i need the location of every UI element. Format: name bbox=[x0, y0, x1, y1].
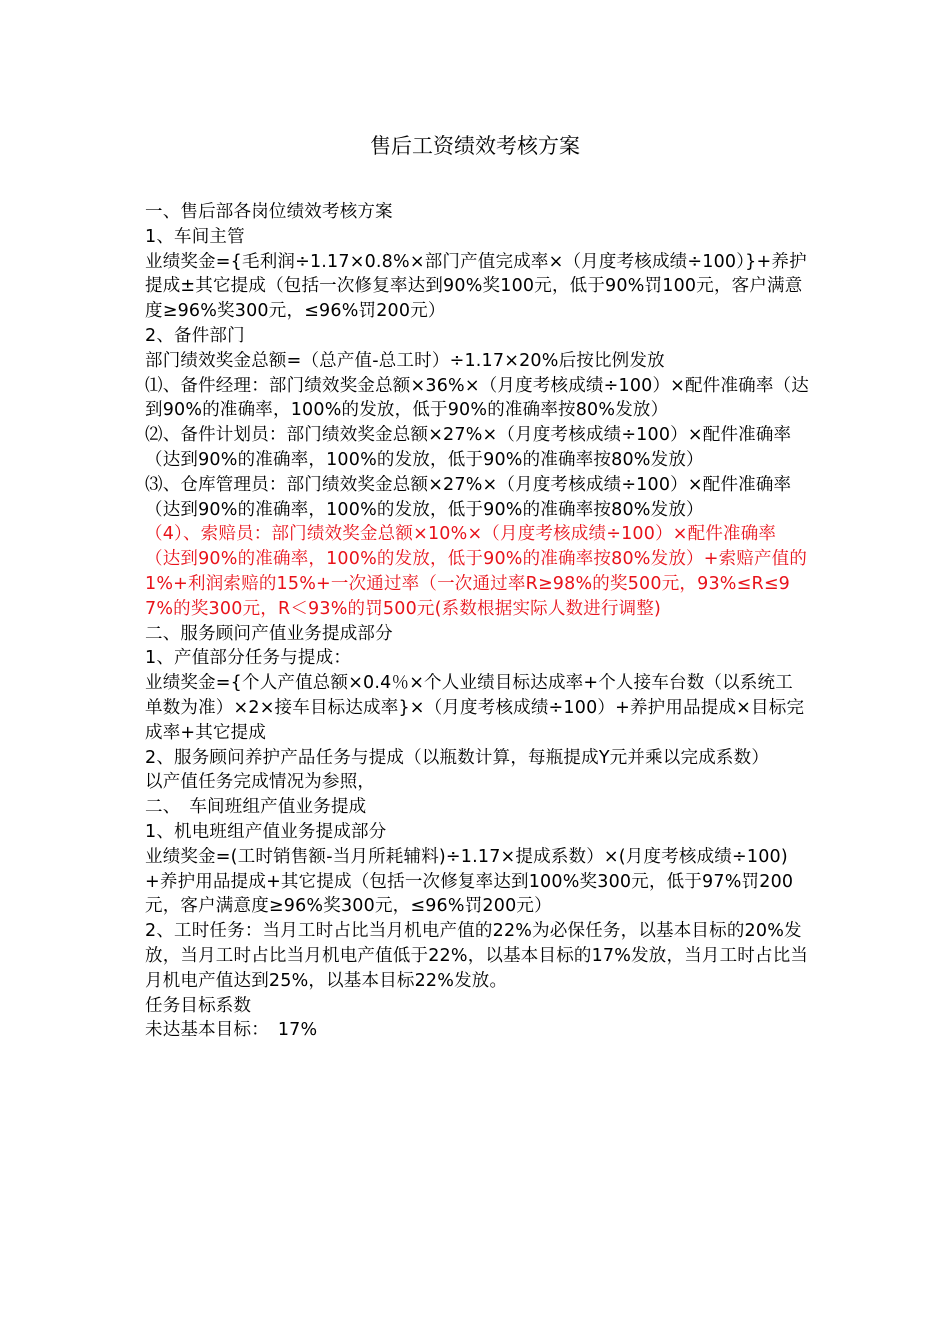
formula-paragraph: 业绩奖金={毛利润÷1.17×0.8%×部门产值完成率×（月度考核成绩÷100）}+养护提成±其它提成（包括一次修复率达到90%奖100元，低于90%罚100元，客户满意度≥96%奖300元，≤96%罚200元） bbox=[145, 251, 807, 322]
body-paragraph: 2、工时任务：当月工时占比当月机电产值的22%为必保任务，以基本目标的20%发放，当月工时占比当月机电产值低于22%，以基本目标的17%发放，当月工时占比当月机电产值达到25%，以基本目标22%发放。 bbox=[145, 921, 809, 991]
formula-paragraph: 业绩奖金={个人产值总额×0.4％×个人业绩目标达成率+个人接车台数（以系统工单数为准）×2×接车目标达成率}×（月度考核成绩÷100）+养护用品提成×目标完成率+其它提成 bbox=[145, 673, 805, 743]
subsection-heading: 1、车间主管 bbox=[145, 226, 245, 247]
section-heading: 一、售后部各岗位绩效考核方案 bbox=[145, 202, 393, 222]
body-paragraph: 以产值任务完成情况为参照， bbox=[145, 772, 376, 793]
subsection-heading: 1、机电班组产值业务提成部分 bbox=[145, 821, 387, 842]
body-paragraph: 未达基本目标： 17% bbox=[145, 1020, 318, 1041]
subsection-heading: 2、备件部门 bbox=[145, 325, 245, 346]
subsection-heading: 1、产值部分任务与提成： bbox=[145, 648, 352, 669]
formula-paragraph: ⑵、备件计划员：部门绩效奖金总额×27%×（月度考核成绩÷100）×配件准确率（达到90%的准确率，100%的发放，低于90%的准确率按80%发放） bbox=[145, 425, 792, 470]
highlighted-paragraph: （4）、索赔员：部门绩效奖金总额×10%×（月度考核成绩÷100）×配件准确率（达到90%的准确率，100%的发放，低于90%的准确率按80%发放）+索赔产值的1%+利润索赔的15%+一次通过率（一次通过率R≥98%的奖500元，93%≤R≤97%的奖300元，R＜93%的罚500元(系数根据实际人数进行调整) bbox=[145, 524, 808, 619]
document-body bbox=[145, 200, 810, 1043]
formula-paragraph: ⑶、仓库管理员：部门绩效奖金总额×27%×（月度考核成绩÷100）×配件准确率（达到90%的准确率，100%的发放，低于90%的准确率按80%发放） bbox=[145, 474, 792, 520]
formula-paragraph: 部门绩效奖金总额=（总产值-总工时）÷1.17×20%后按比例发放 bbox=[145, 350, 665, 371]
body-paragraph: 任务目标系数 bbox=[145, 995, 252, 1016]
section-heading: 二、服务顾问产值业务提成部分 bbox=[145, 623, 393, 644]
document-title: 售后工资绩效考核方案 bbox=[370, 134, 580, 158]
formula-paragraph: ⑴、备件经理：部门绩效奖金总额×36%×（月度考核成绩÷100）×配件准确率（达到90%的准确率，100%的发放，低于90%的准确率按80%发放） bbox=[145, 375, 809, 421]
formula-paragraph: 业绩奖金=(工时销售额-当月所耗辅料)÷1.17×提成系数）×(月度考核成绩÷100)+养护用品提成+其它提成（包括一次修复率达到100%奖300元，低于97%罚200元，客户满意度≥96%奖300元，≤96%罚200元） bbox=[145, 846, 794, 917]
section-heading: 二、 车间班组产值业务提成 bbox=[145, 797, 367, 818]
body-paragraph: 2、服务顾问养护产品任务与提成（以瓶数计算，每瓶提成Y元并乘以完成系数） bbox=[145, 747, 770, 768]
